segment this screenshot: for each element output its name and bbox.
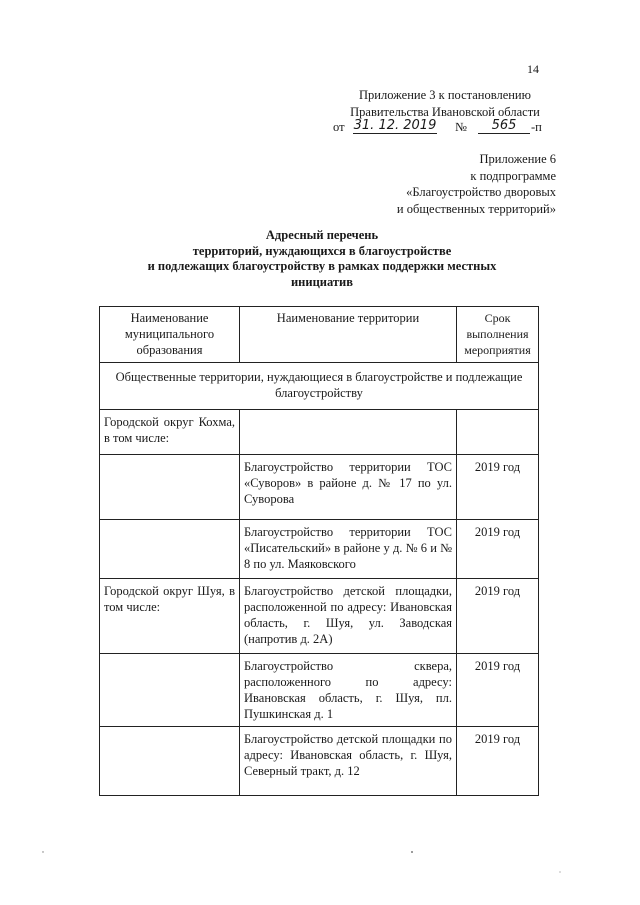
scan-speck — [411, 851, 413, 853]
header-deadline: Срок выполнения мероприятия — [457, 307, 539, 363]
territory-cell: Благоустройство сквера, расположенного по адресу: Ивановская область, г. Шуя, пл. Пушкинская д. 1 — [240, 654, 457, 727]
appendix-3-line-2: Правительства Ивановской области — [350, 105, 540, 119]
territory-cell: Благоустройство территории ТОС «Суворов» в районе д. № 17 по ул. Суворова — [240, 455, 457, 520]
number-suffix: -п — [531, 120, 542, 134]
deadline-cell: 2019 год — [457, 579, 539, 654]
municipality-cell: Городской округ Шуя, в том числе: — [100, 579, 240, 654]
appendix-3-line-1: Приложение 3 к постановлению — [359, 88, 531, 102]
deadline-cell: 2019 год — [457, 455, 539, 520]
deadline-cell: 2019 год — [457, 727, 539, 796]
appendix-6-line-4: и общественных территорий» — [396, 201, 556, 216]
deadline-cell: 2019 год — [457, 520, 539, 579]
handwritten-number: 565 — [478, 119, 530, 134]
municipality-cell: Городской округ Кохма, в том числе: — [100, 410, 240, 455]
appendix-6-line-3: «Благоустройство дворовых — [406, 185, 556, 199]
territory-cell: Благоустройство территории ТОС «Писательский» в районе у д. № 6 и № 8 по ул. Маяковского — [240, 520, 457, 579]
deadline-cell: 2019 год — [457, 654, 539, 727]
heading-line-2: территорий, нуждающихся в благоустройстве — [192, 243, 452, 258]
appendix-6-line-1: Приложение 6 — [479, 152, 556, 166]
territory-cell: Благоустройство детской площадки, расположенной по адресу: Ивановская область, г. Шуя, ул. Заводская (напротив д. 2А) — [240, 579, 457, 654]
group-title: Общественные территории, нуждающиеся в благоустройстве и подлежащие благоустройству — [100, 363, 539, 410]
scan-speck — [559, 871, 560, 872]
handwritten-date: 31. 12. 2019 — [353, 118, 437, 133]
appendix-6-line-2: к подпрограмме — [470, 168, 556, 183]
page-number: 14 — [527, 62, 539, 76]
scan-speck — [42, 851, 43, 852]
heading-line-3: и подлежащих благоустройству в рамках поддержки местных — [147, 259, 497, 273]
from-label: от — [333, 120, 345, 134]
header-municipality: Наименование муниципального образования — [100, 307, 240, 363]
number-label: № — [455, 120, 467, 134]
header-territory: Наименование территории — [240, 307, 457, 363]
heading-line-4: инициатив — [290, 274, 354, 289]
territory-cell: Благоустройство детской площадки по адресу: Ивановская область, г. Шуя, Северный тракт, д. 12 — [240, 727, 457, 796]
heading-line-1: Адресный перечень — [265, 228, 379, 242]
